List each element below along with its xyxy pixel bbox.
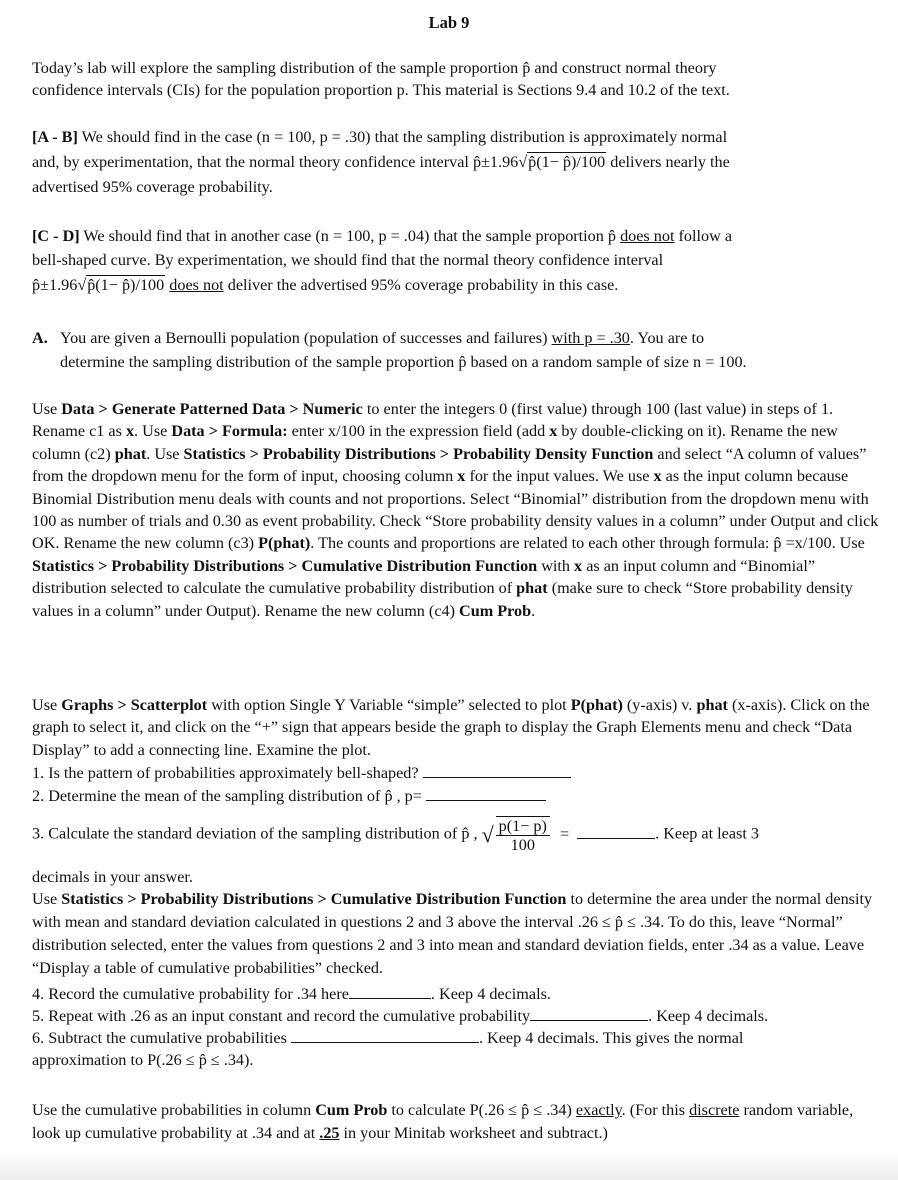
answer-blank-q6[interactable] [291,1028,479,1043]
answer-blank-q1[interactable] [423,763,571,778]
intro-line: confidence intervals (CIs) for the population proportion p. This material is Sections 9.4 and 10.2 of the text. [32,81,730,99]
exact-calculation-paragraph: Use the cumulative probabilities in column Cum Prob to calculate P(.26 ≤ p̂ ≤ .34) exactly. (For this discrete random variable, look up cumulative probability at .34 and at .25 in your Minitab worksheet and subtract.) [32,1101,854,1142]
answer-blank-q2[interactable] [426,786,546,801]
intro-line: Today’s lab will explore the sampling distribution of the sample proportion p̂ and construct normal theory [32,59,717,77]
part-label: A. [32,329,48,347]
question-1: 1. Is the pattern of probabilities approximately bell-shaped? [32,762,882,784]
instructions-paragraph: Use Data > Generate Patterned Data > Numeric to enter the integers 0 (first value) through 100 (last value) in steps of 1. Rename c1 as x. Use Data > Formula: enter x/100 in the expression field (add x by double-clicking on it). Rename the new column (c2) phat. Use Statistics > Probability Distributions > Probability Density Function and select “A column of values” from the dropdown menu for the form of input, choosing column x for the input values. We use x as the input column because Binomial Distribution menu deals with counts and not proportions. Select “Binomial” distribution from the dropdown menu with 100 as number of trials and 0.30 as event probability. Check “Store probability density values in a column” under Output and click OK. Rename the new column (c3) P(phat). The counts and proportions are related to each other through formula: p̂ =x/100. Use Statistics > Probability Distributions > Cumulative Distribution Function with x as an input column and “Binomial” distribution selected to calculate the cumulative probability distribution of phat (make sure to check “Store probability density values in a column” under Output). Rename the new column (c4) Cum Prob. [32,400,879,620]
answer-blank-q3[interactable] [577,824,655,839]
question-6-continued: approximation to P(.26 ≤ p̂ ≤ .34). [32,1051,254,1069]
section-ab-paragraph: [A - B] We should find in the case (n = 100, p = .30) that the sampling distribution is approximately normal and, by experimentation, that the normal theory confidence interval p̂±1.96√p̂(1− p̂)/100 delivers nearly the advertised 95% coverage probability. [32,128,730,196]
part-a-paragraph: A. You are given a Bernoulli population (population of successes and failures) with p = .30. You are to determine the sampling distribution of the sample proportion p̂ based on a random sample of size n = 100. [32,329,747,371]
ci-formula: p̂±1.96√p̂(1− p̂)/100 [32,276,165,294]
answer-blank-q4[interactable] [349,984,431,999]
question-3: 3. Calculate the standard deviation of the sampling distribution of p̂ , √ $\frac{p(1- p)}{100}$ = . Keep at least 3 [32,817,759,854]
page-bottom-shadow [0,1150,898,1180]
question-3-continued: decimals in your answer. [32,868,193,886]
section-cd-paragraph: [C - D] We should find that in another case (n = 100, p = .04) that the sample proportion p̂ does not follow a bell-shaped curve. By experimentation, we should find that the normal theory confidence interval p̂±1.96√p̂(1− p̂)/100 does not deliver the advertised 95% coverage probability in this case. [32,227,733,294]
sd-formula: $\frac{p(1- p)}{100}$ [496,817,550,854]
question-5: 5. Repeat with .26 as an input constant and record the cumulative probability . Keep 4 decimals. [32,1007,769,1025]
cdf-instructions-paragraph: Use Statistics > Probability Distributions > Cumulative Distribution Function to determine the area under the normal density with mean and standard deviation calculated in questions 2 and 3 above the interval .26 ≤ p̂ ≤ .34. To do this, leave “Normal” distribution selected, enter the values from questions 2 and 3 into mean and standard deviation fields, enter .34 as a value. Leave “Display a table of cumulative probabilities” checked. [32,890,873,977]
question-6: 6. Subtract the cumulative probabilities . Keep 4 decimals. This gives the normal [32,1029,744,1047]
intro-paragraph [32,57,882,101]
page-title: Lab 9 [428,13,470,32]
section-tag: [A - B] [32,128,78,146]
question-4: 4. Record the cumulative probability for .34 here . Keep 4 decimals. [32,985,551,1003]
question-2: 2. Determine the mean of the sampling distribution of p̂ , p= [32,785,882,807]
answer-blank-q5[interactable] [530,1006,648,1021]
ci-formula: p̂±1.96√p̂(1− p̂)/100 [472,153,606,171]
graph-instructions-paragraph: Use Graphs > Scatterplot with option Single Y Variable “simple” selected to plot P(phat) (y-axis) v. phat (x-axis). Click on the graph to select it, and click on the “+” sign that appears beside the graph to display the Graph Elements menu and check “Data Display” to add a connecting line. Examine the plot. [32,696,870,759]
section-tag: [C - D] [32,227,80,245]
